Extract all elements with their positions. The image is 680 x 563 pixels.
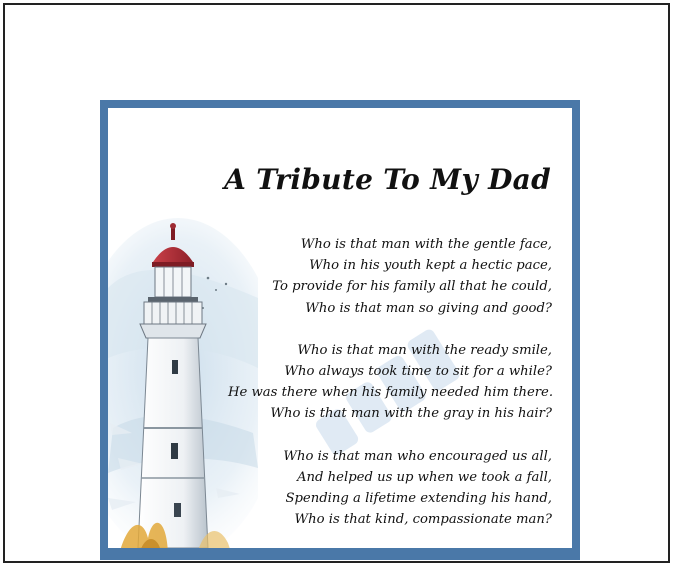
- poem-title: A Tribute To My Dad: [224, 163, 551, 196]
- poem-body: [228, 234, 552, 548]
- poem-line: Who always took time to sit for a while?: [284, 364, 552, 380]
- poem-line: Who in his youth kept a hectic pace,: [309, 258, 552, 274]
- poem-stanza: [228, 446, 552, 531]
- poem-line: He was there when his family needed him there.: [228, 385, 554, 401]
- poem-line: Who is that man who encouraged us all,: [283, 448, 552, 464]
- poem-line: Who is that kind, compassionate man?: [294, 512, 552, 528]
- poem-line: To provide for his family all that he could,: [272, 279, 552, 295]
- poem-line: Who is that man so giving and good?: [305, 300, 552, 316]
- poem-paper: [108, 108, 572, 548]
- poem-line: Who is that man with the ready smile,: [297, 342, 552, 358]
- poem-stanza: [228, 234, 552, 319]
- poem-stanza: [228, 340, 552, 425]
- poem-line: Who is that man with the gray in his hair?: [270, 406, 552, 422]
- poem-line: And helped us up when we took a fall,: [297, 469, 552, 485]
- poem-line: Who is that man with the gentle face,: [300, 237, 552, 252]
- poem-line: Spending a lifetime extending his hand,: [285, 491, 552, 507]
